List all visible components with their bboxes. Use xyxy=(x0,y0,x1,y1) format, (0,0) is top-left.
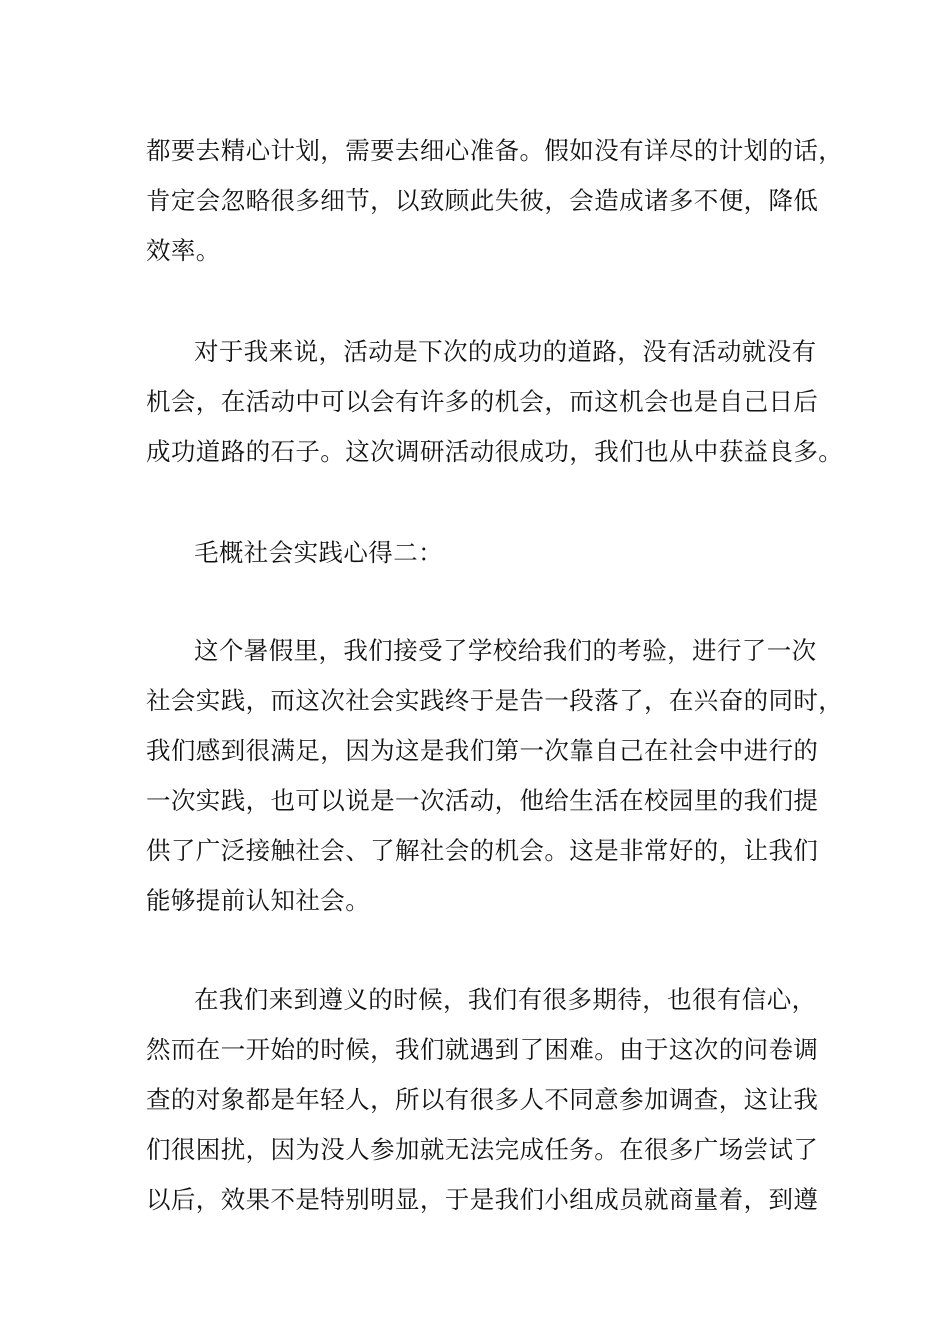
paragraph-line: 查的对象都是年轻人，所以有很多人不同意参加调查，这让我 xyxy=(146,1085,819,1114)
paragraph-line: 这个暑假里，我们接受了学校给我们的考验，进行了一次 xyxy=(194,636,817,665)
paragraph-line: 我们感到很满足，因为这是我们第一次靠自己在社会中进行的 xyxy=(146,736,819,765)
paragraph-line: 成功道路的石子。这次调研活动很成功，我们也从中获益良多。 xyxy=(146,437,844,466)
paragraph-line: 一次实践，也可以说是一次活动，他给生活在校园里的我们提 xyxy=(146,786,819,815)
paragraph-line: 能够提前认知社会。 xyxy=(146,886,371,915)
paragraph-line: 效率。 xyxy=(146,236,221,265)
paragraph-line: 们很困扰，因为没人参加就无法完成任务。在很多广场尝试了 xyxy=(146,1135,819,1164)
paragraph-line: 在我们来到遵义的时候，我们有很多期待，也很有信心， xyxy=(194,985,817,1014)
section-heading: 毛概社会实践心得二： xyxy=(194,538,443,567)
paragraph-line: 社会实践，而这次社会实践终于是告一段落了，在兴奋的同时， xyxy=(146,686,844,715)
paragraph-line: 对于我来说，活动是下次的成功的道路，没有活动就没有 xyxy=(194,337,817,366)
paragraph-line: 然而在一开始的时候，我们就遇到了困难。由于这次的问卷调 xyxy=(146,1035,819,1064)
paragraph-line: 供了广泛接触社会、了解社会的机会。这是非常好的，让我们 xyxy=(146,836,819,865)
paragraph-line: 以后，效果不是特别明显，于是我们小组成员就商量着，到遵 xyxy=(146,1185,819,1214)
paragraph-line: 都要去精心计划，需要去细心准备。假如没有详尽的计划的话， xyxy=(146,136,844,165)
paragraph-line: 肯定会忽略很多细节，以致顾此失彼，会造成诸多不便，降低 xyxy=(146,186,819,215)
paragraph-line: 机会，在活动中可以会有许多的机会，而这机会也是自己日后 xyxy=(146,387,819,416)
